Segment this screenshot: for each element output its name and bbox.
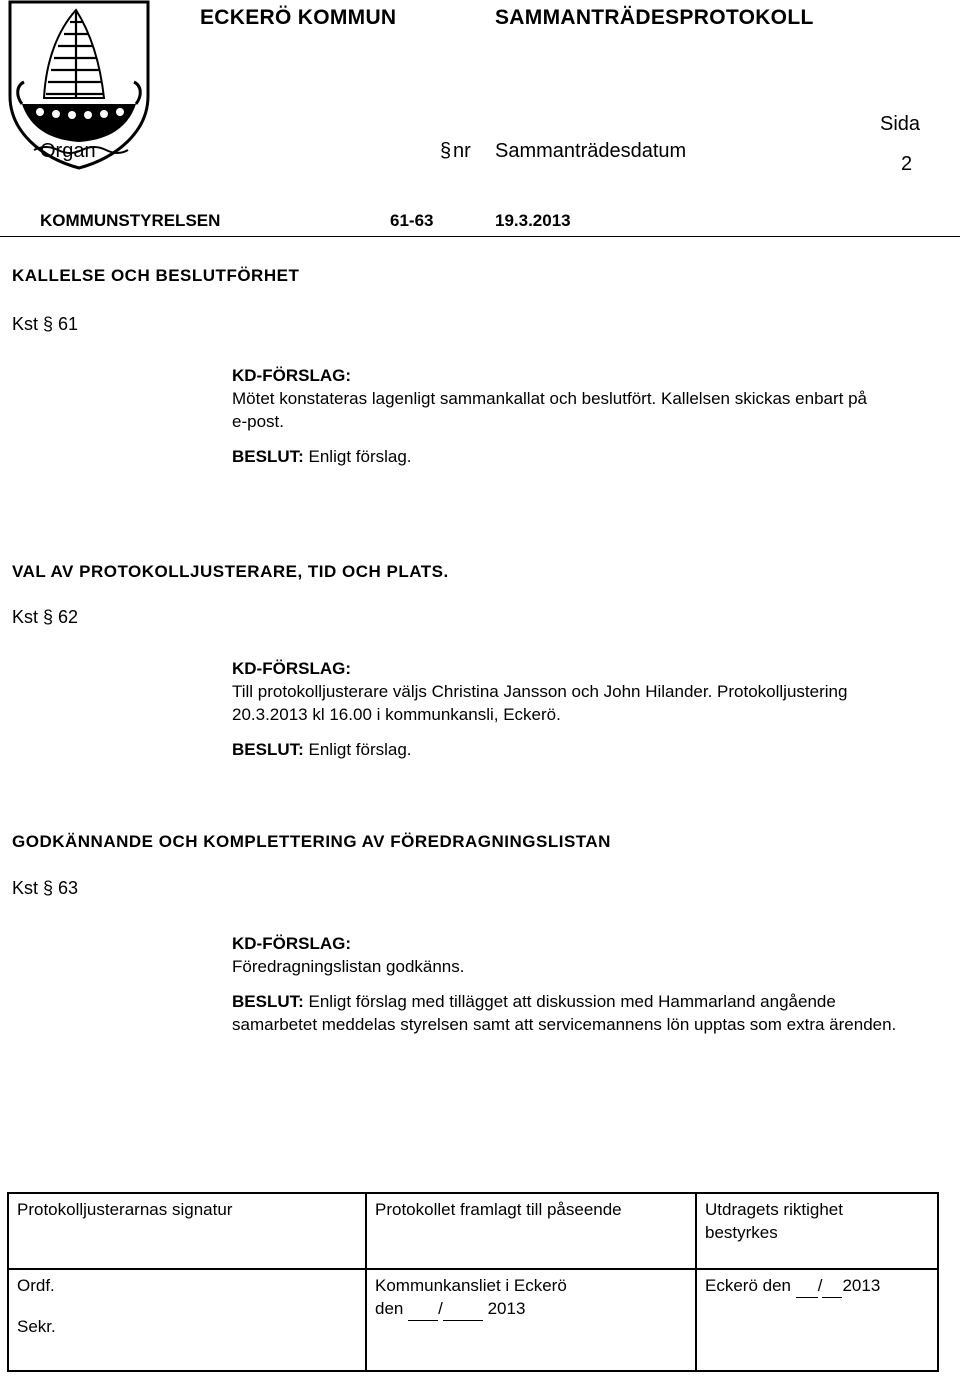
section-body <box>232 657 932 761</box>
kst-label: Kst <box>12 314 39 334</box>
secretary-label: Sekr. <box>17 1317 56 1336</box>
header-divider <box>0 236 960 237</box>
proposal-text: Till protokolljusterare väljs Christina Jansson och John Hilander. Protokolljustering 20.3.2013 kl 16.00 i kommunkansli, Eckerö. <box>232 682 848 724</box>
organ-label: Organ <box>40 140 96 162</box>
proposal-text: Mötet konstateras lagenligt sammankallat och beslutfört. Kallelsen skickas enbart på e-post. <box>232 389 867 431</box>
proposal-label: KD-FÖRSLAG: <box>232 934 351 953</box>
nr-value: 61-63 <box>390 211 434 230</box>
decision-label: BESLUT: <box>232 740 304 759</box>
section-body <box>232 364 932 468</box>
page-number: 2 <box>901 153 913 175</box>
presentation-cell <box>366 1269 696 1371</box>
nr-label: nr <box>453 140 471 162</box>
signature-table <box>7 1192 939 1372</box>
signature-header-cell <box>8 1193 366 1269</box>
col2-header: Protokollet framlagt till påseende <box>375 1200 622 1219</box>
document-type: SAMMANTRÄDESPROTOKOLL <box>495 6 814 29</box>
decision-label: BESLUT: <box>232 447 304 466</box>
certification-date: Eckerö den / 2013 <box>705 1274 929 1366</box>
page-label: Sida <box>880 113 921 135</box>
kst-label: Kst <box>12 607 39 627</box>
col3-header: Utdragets riktighet bestyrkes <box>705 1200 843 1242</box>
chair-label: Ordf. <box>17 1276 55 1295</box>
kst-ref <box>12 878 78 899</box>
decision-text: Enligt förslag. <box>308 447 412 466</box>
kst-number: 62 <box>58 607 79 627</box>
col1-header: Protokolljusterarnas signatur <box>17 1200 233 1219</box>
section-sign-icon: § <box>43 314 59 334</box>
date-value: 19.3.2013 <box>495 211 571 230</box>
decision-text: Enligt förslag med tillägget att diskussion med Hammarland angående samarbetet meddelas styrelsen samt att servicemannens lön upptas som extra ärenden. <box>232 992 897 1034</box>
kst-number: 63 <box>58 878 79 898</box>
kst-number: 61 <box>58 314 79 334</box>
organ-value: KOMMUNSTYRELSEN <box>40 211 221 230</box>
municipality-name: ECKERÖ KOMMUN <box>200 6 397 29</box>
kst-label: Kst <box>12 878 39 898</box>
kst-ref <box>12 607 78 628</box>
section-heading: KALLELSE OCH BESLUTFÖRHET <box>12 266 300 285</box>
certification-header-cell <box>696 1193 938 1269</box>
proposal-label: KD-FÖRSLAG: <box>232 366 351 385</box>
presentation-date: den / 2013 <box>375 1297 687 1321</box>
section-sign-icon: § <box>43 607 59 627</box>
section-heading: GODKÄNNANDE OCH KOMPLETTERING AV FÖREDRAGNINGSLISTAN <box>12 832 611 851</box>
presentation-header-cell <box>366 1193 696 1269</box>
section-body <box>232 932 932 1036</box>
proposal-label: KD-FÖRSLAG: <box>232 659 351 678</box>
section-heading: VAL AV PROTOKOLLJUSTERARE, TID OCH PLATS. <box>12 562 449 581</box>
signature-cell <box>8 1269 366 1371</box>
date-label: Sammanträdesdatum <box>495 140 687 162</box>
certification-cell <box>696 1269 938 1371</box>
proposal-text: Föredragningslistan godkänns. <box>232 957 465 976</box>
decision-text: Enligt förslag. <box>308 740 412 759</box>
kst-ref <box>12 314 78 335</box>
section-sign-icon: § <box>43 878 59 898</box>
decision-label: BESLUT: <box>232 992 304 1011</box>
office-name: Kommunkansliet i Eckerö <box>375 1276 567 1295</box>
section-sign-icon: § <box>440 140 452 162</box>
